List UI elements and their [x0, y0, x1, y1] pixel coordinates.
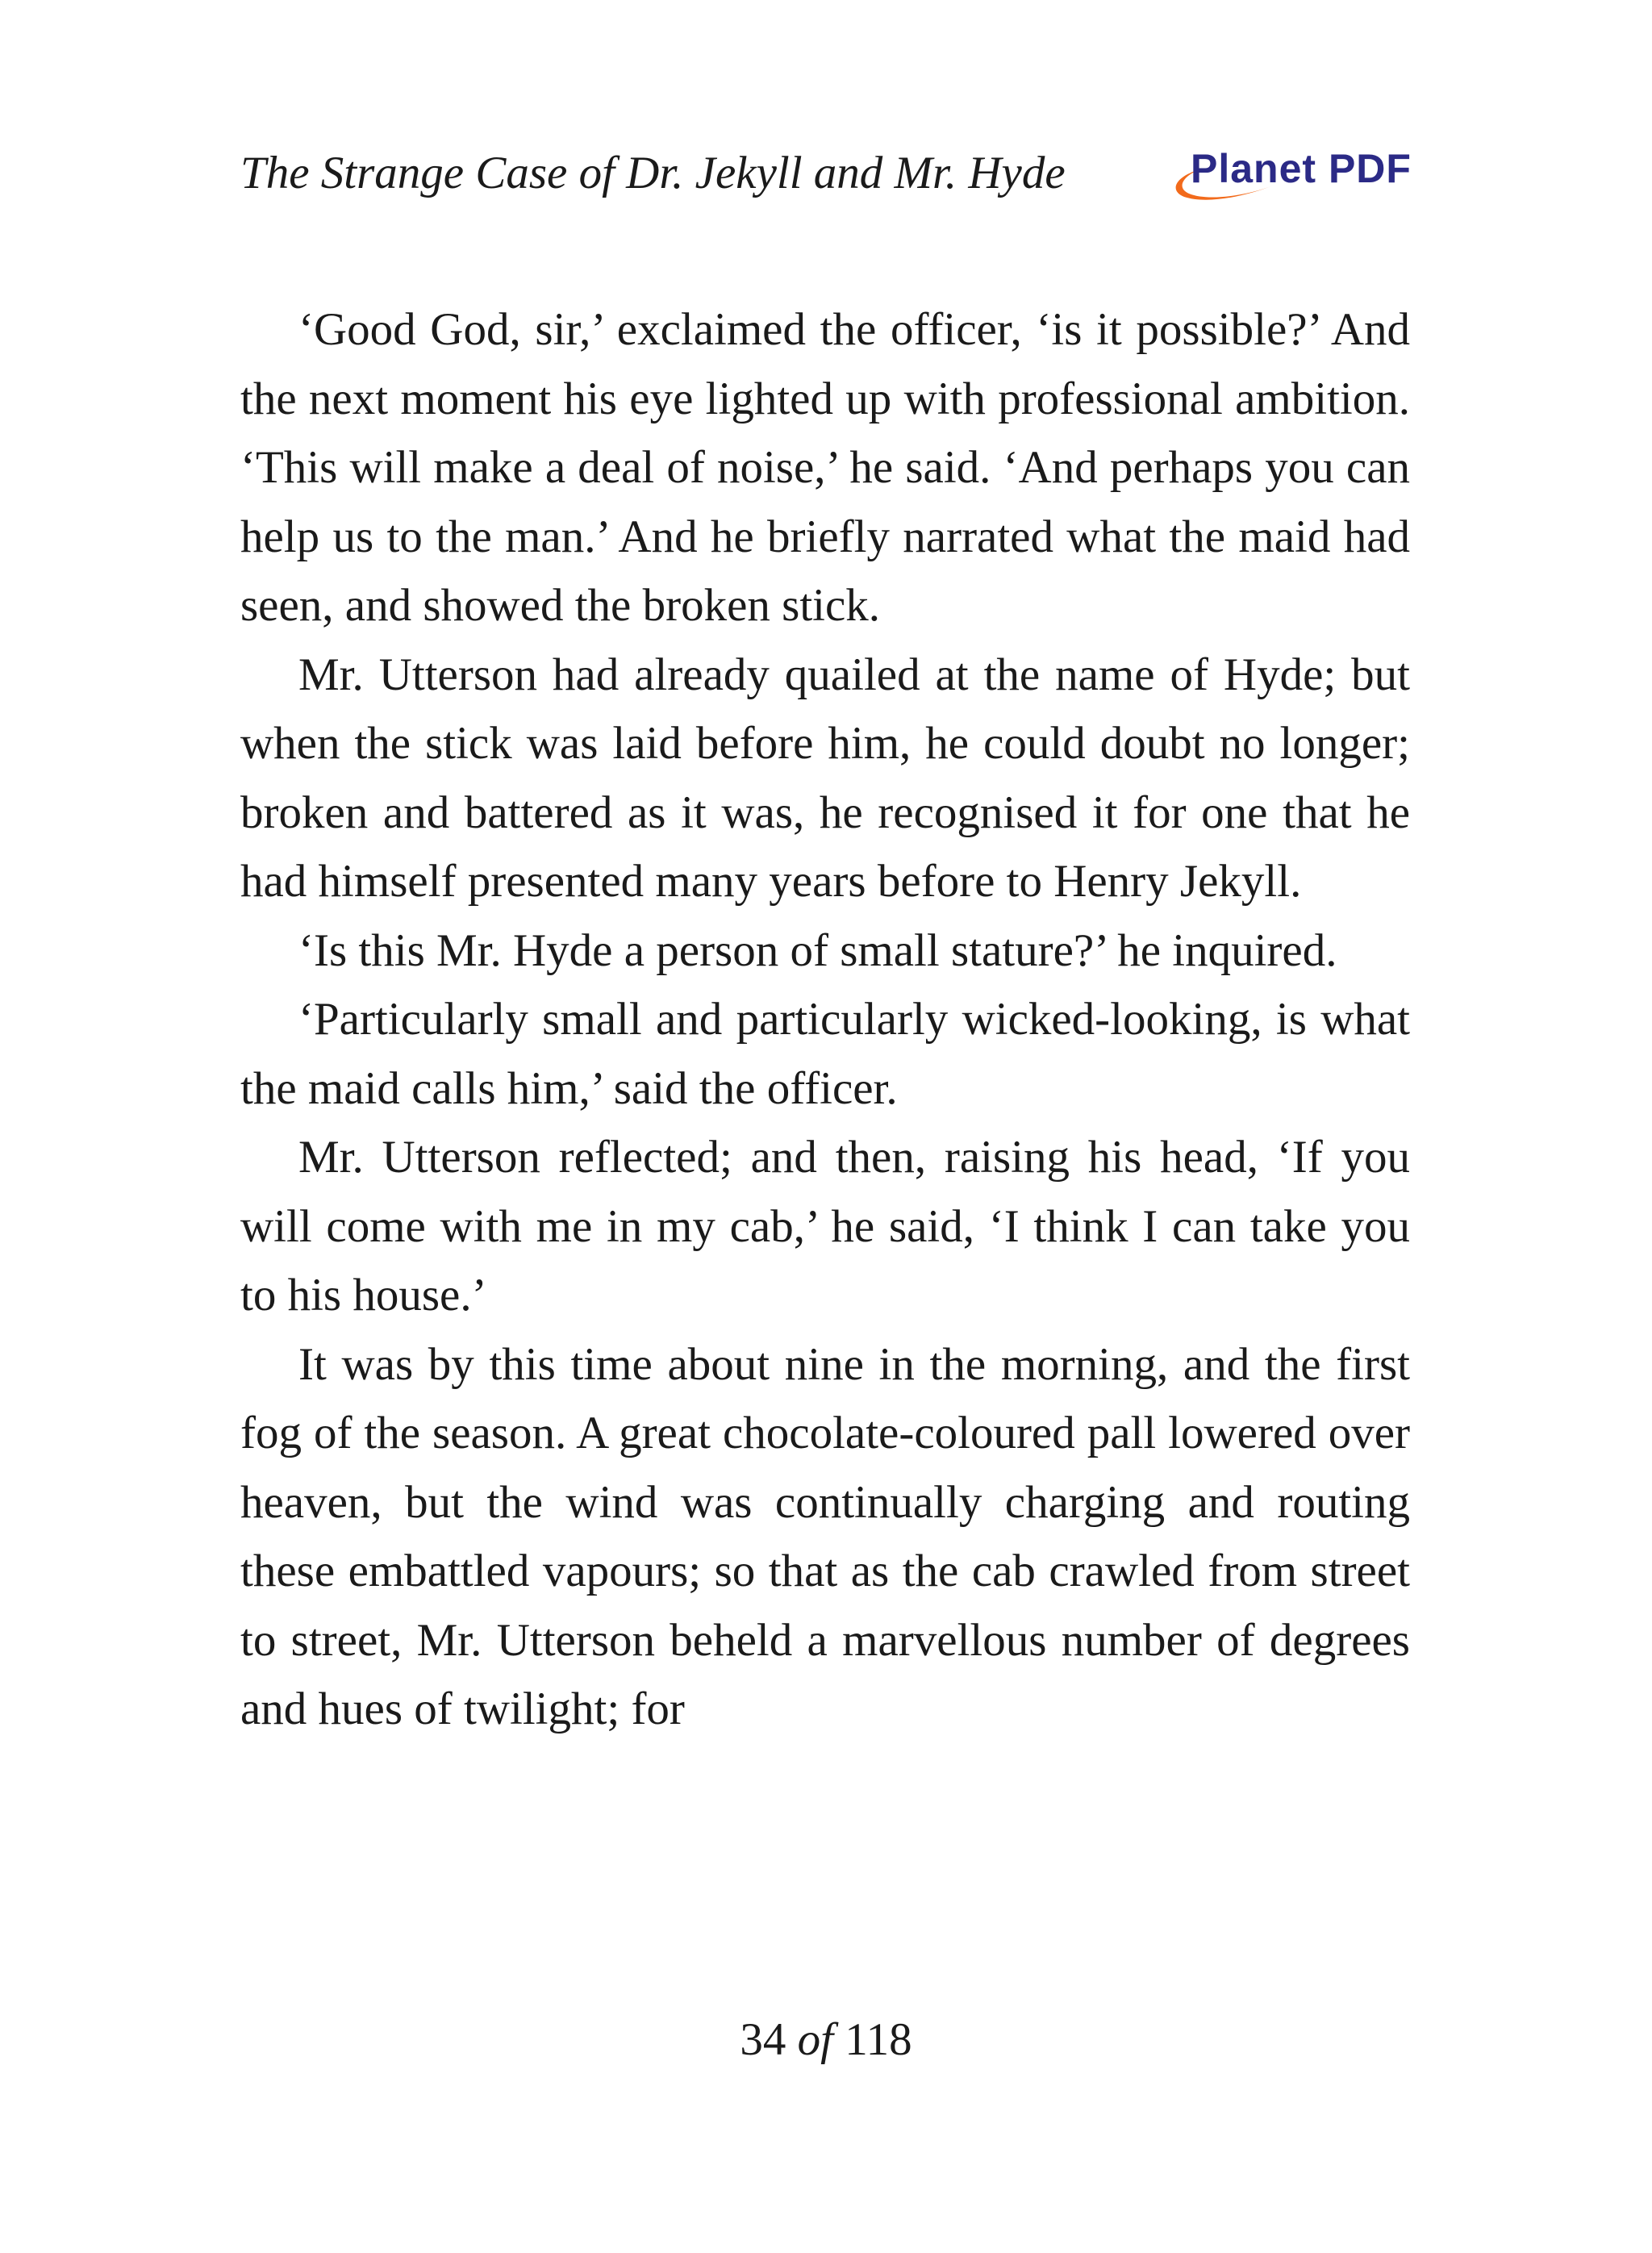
- planet-pdf-logo: [1168, 144, 1410, 216]
- body-text: [240, 295, 1410, 1744]
- page-of-label: of: [797, 2014, 833, 2065]
- paragraph: Mr. Utterson had already quailed at the name of Hyde; but when the stick was laid before him, he could doubt no longer; broken and battered as it was, he recognised it for one that he had himself presented many years before to Henry Jekyll.: [240, 649, 1410, 907]
- paragraph: ‘Good God, sir,’ exclaimed the officer, ‘is it possible?’ And the next moment his eye lighted up with professional ambition. ‘This will make a deal of noise,’ he said. ‘And perhaps you can help us to the man.’ And he briefly narrated what the maid had seen, and showed the broken stick.: [240, 304, 1410, 631]
- paragraph: It was by this time about nine in the morning, and the first fog of the season. A great chocolate-coloured pall lowered over heaven, but the wind was continually charging and routing these embattled vapours; so that as the cab crawled from street to street, Mr. Utterson beheld a marvellous number of degrees and hues of twilight; for: [240, 1338, 1410, 1734]
- paragraph: Mr. Utterson reflected; and then, raising his head, ‘If you will come with me in my cab,’ he said, ‘I think I can take you to his house.’: [240, 1132, 1410, 1321]
- logo-text: Planet PDF: [1191, 146, 1412, 191]
- page-header: [240, 144, 1410, 216]
- paragraph: ‘Is this Mr. Hyde a person of small stature?’ he inquired.: [298, 924, 1337, 976]
- page-footer: [0, 2014, 1652, 2065]
- page-number: 34: [740, 2014, 786, 2065]
- total-pages: 118: [845, 2014, 912, 2065]
- book-title: The Strange Case of Dr. Jekyll and Mr. Hyde: [240, 148, 1066, 198]
- paragraph: ‘Particularly small and particularly wicked-looking, is what the maid calls him,’ said the officer.: [240, 994, 1410, 1114]
